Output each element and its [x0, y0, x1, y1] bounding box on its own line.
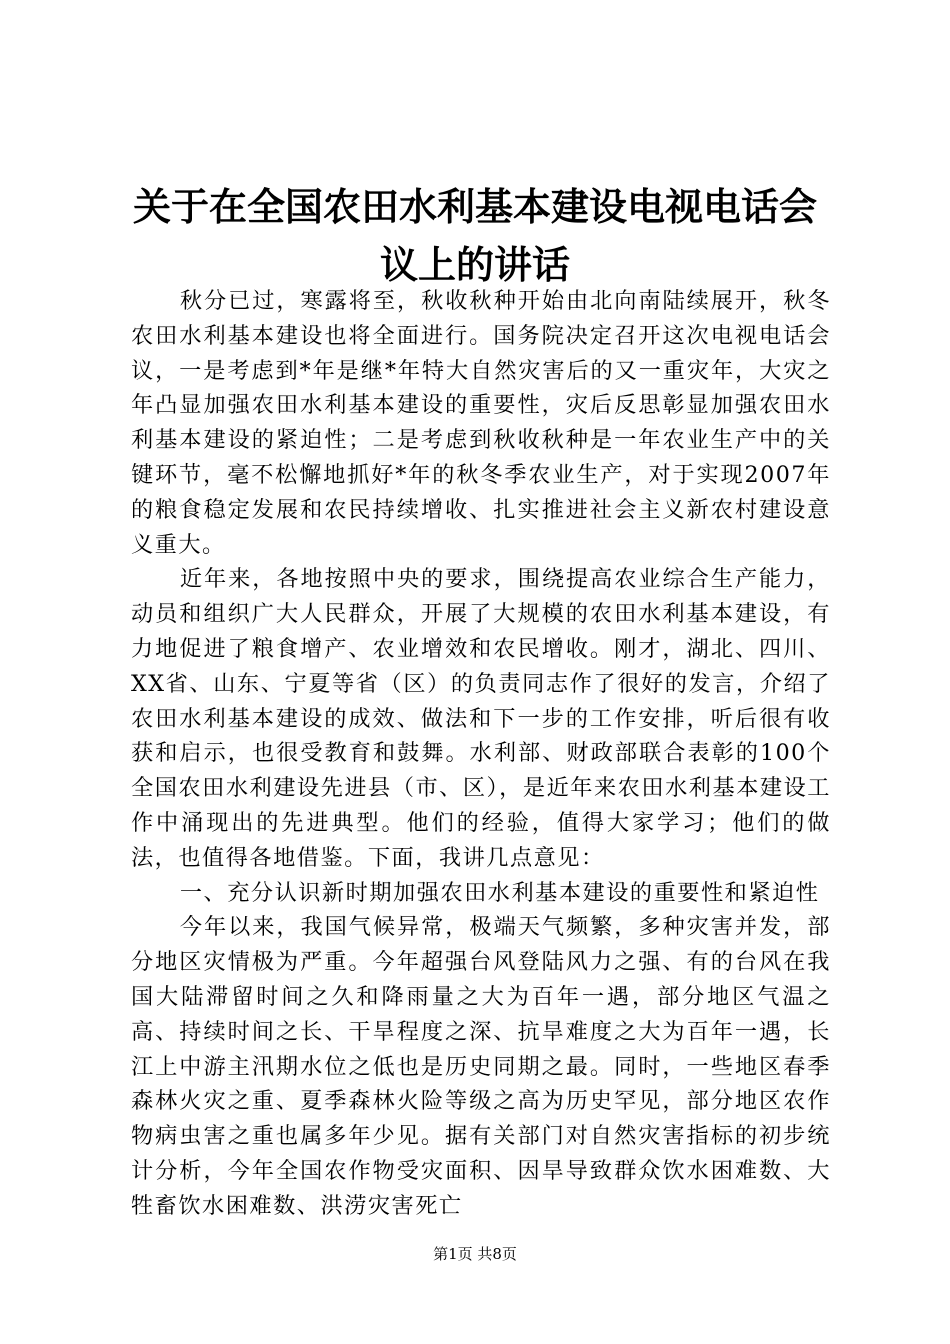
- paragraph: 近年来，各地按照中央的要求，围绕提高农业综合生产能力，动员和组织广大人民群众，开展了大规模的农田水利基本建设，有力地促进了粮食增产、农业增效和农民增收。刚才，湖北、四川、XX省、山东、宁夏等省（区）的负责同志作了很好的发言，介绍了农田水利基本建设的成效、做法和下一步的工作安排，听后很有收获和启示，也很受教育和鼓舞。水利部、财政部联合表彰的100个全国农田水利建设先进县（市、区），是近年来农田水利基本建设工作中涌现出的先进典型。他们的经验，值得大家学习；他们的做法，也值得各地借鉴。下面，我讲几点意见：: [131, 566, 831, 871]
- paragraph: 今年以来，我国气候异常，极端天气频繁，多种灾害并发，部分地区灾情极为严重。今年超强台风登陆风力之强、有的台风在我国大陆滞留时间之久和降雨量之大为百年一遇，部分地区气温之高、持续时间之长、干旱程度之深、抗旱难度之大为百年一遇，长江上中游主汛期水位之低也是历史同期之最。同时，一些地区春季森林火灾之重、夏季森林火险等级之高为历史罕见，部分地区农作物病虫害之重也属多年少见。据有关部门对自然灾害指标的初步统计分析，今年全国农作物受灾面积、因旱导致群众饮水困难数、大牲畜饮水困难数、洪涝灾害死亡: [131, 914, 831, 1219]
- paragraph: 秋分已过，寒露将至，秋收秋种开始由北向南陆续展开，秋冬农田水利基本建设也将全面进行。国务院决定召开这次电视电话会议，一是考虑到*年是继*年特大自然灾害后的又一重灾年，大灾之年凸显加强农田水利基本建设的重要性，灾后反思彰显加强农田水利基本建设的紧迫性；二是考虑到秋收秋种是一年农业生产中的关键环节，毫不松懈地抓好*年的秋冬季农业生产，对于实现2007年的粮食稳定发展和农民持续增收、扎实推进社会主义新农村建设意义重大。: [131, 288, 831, 558]
- page-number-footer: 第1页 共8页: [433, 1245, 517, 1263]
- document-title: 关于在全国农田水利基本建设电视电话会议上的讲话: [132, 185, 817, 287]
- section-heading: 一、充分认识新时期加强农田水利基本建设的重要性和紧迫性: [179, 879, 820, 906]
- document-body: [131, 284, 831, 1224]
